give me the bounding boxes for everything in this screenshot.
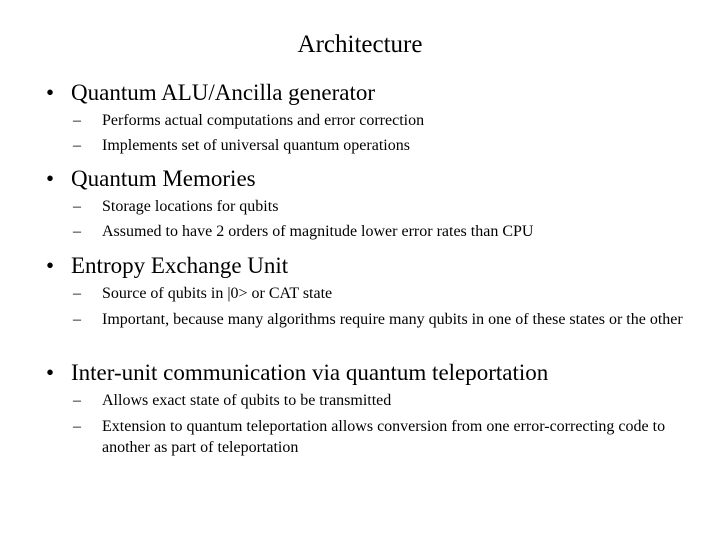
sub-bullet-marker: – xyxy=(73,198,81,215)
sub-bullet-marker: – xyxy=(73,392,81,409)
sub-bullet-marker: – xyxy=(73,137,81,154)
bullet-marker: • xyxy=(46,80,55,105)
sub-bullet-marker: – xyxy=(73,311,81,328)
sub-bullet-marker: – xyxy=(73,223,81,240)
bullet-marker: • xyxy=(46,360,55,385)
sub-bullet-marker: – xyxy=(73,285,81,302)
sub-bullet-marker: – xyxy=(73,418,81,435)
sub-bullet-text: Important, because many algorithms require many qubits in one of these states or the other xyxy=(102,311,683,328)
sub-bullet-text: Performs actual computations and error correction xyxy=(102,112,425,129)
sub-bullet-text: Allows exact state of qubits to be transmitted xyxy=(102,392,392,409)
sub-bullet-text: Storage locations for qubits xyxy=(102,198,279,215)
bullet-text: Entropy Exchange Unit xyxy=(71,253,289,278)
sub-bullet-text: Source of qubits in |0> or CAT state xyxy=(102,285,333,302)
bullet-text: Inter-unit communication via quantum teleportation xyxy=(71,360,549,385)
bullet-text: Quantum Memories xyxy=(71,166,256,191)
sub-bullet-text: Extension to quantum teleportation allows conversion from one error-correcting code to another as part of teleportation xyxy=(102,418,666,456)
sub-bullet-text: Assumed to have 2 orders of magnitude lower error rates than CPU xyxy=(102,223,534,240)
bullet-marker: • xyxy=(46,253,55,278)
sub-bullet-text: Implements set of universal quantum operations xyxy=(102,137,410,154)
sub-bullet-marker: – xyxy=(73,112,81,129)
bullet-marker: • xyxy=(46,166,55,191)
bullet-text: Quantum ALU/Ancilla generator xyxy=(71,80,376,105)
slide-title: Architecture xyxy=(297,31,423,58)
